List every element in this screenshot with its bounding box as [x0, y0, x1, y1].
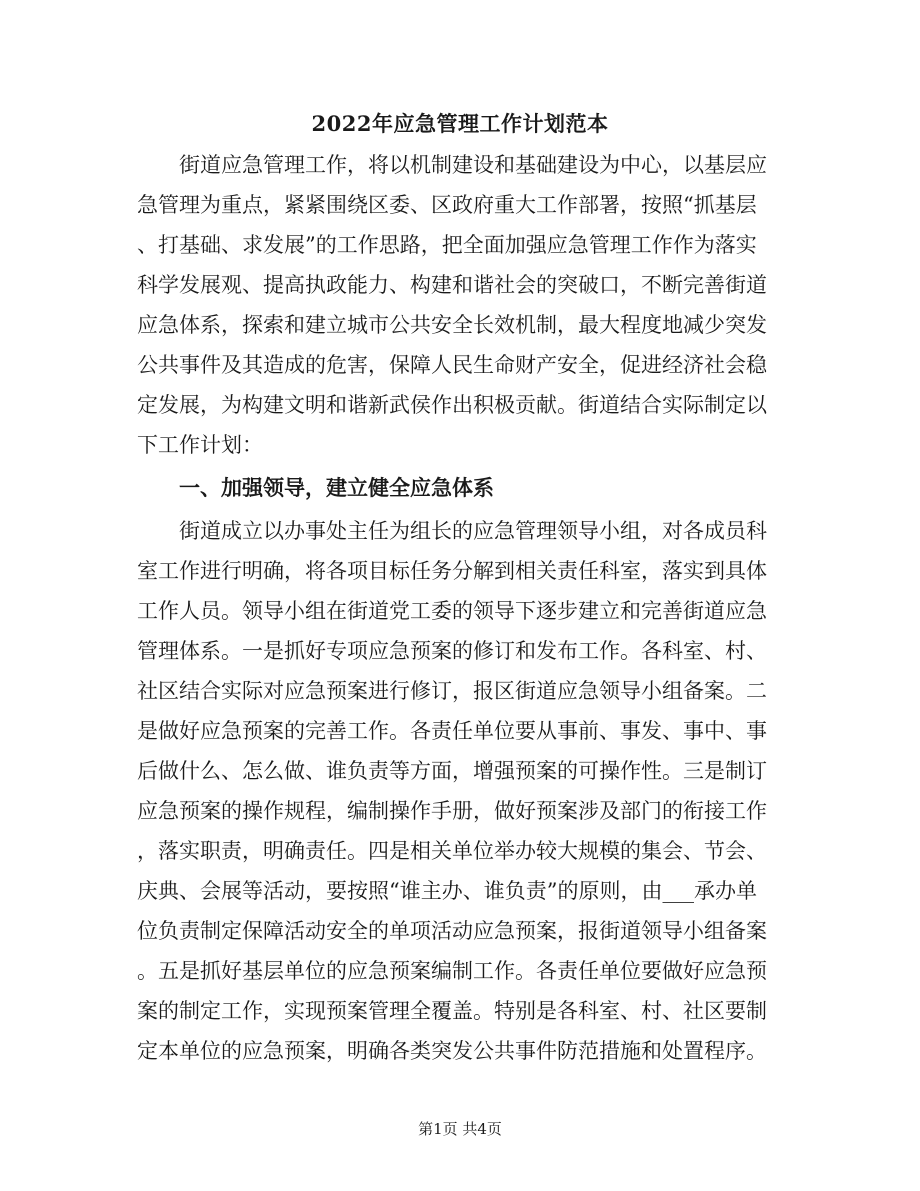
section-line: 社区结合实际对应急预案进行修订，报区街道应急领导小组备案。二: [137, 679, 767, 703]
page-number: 第1页 共4页: [418, 1120, 502, 1138]
section-line: 室工作进行明确，将各项目标任务分解到相关责任科室，落实到具体: [137, 559, 767, 583]
intro-line: 下工作计划：: [137, 433, 263, 457]
section-line: 街道成立以办事处主任为组长的应急管理领导小组，对各成员科: [137, 519, 767, 543]
section-line: ，落实职责，明确责任。四是相关单位举办较大规模的集会、节会、: [137, 839, 767, 863]
intro-line: 、打基础、求发展”的工作思路，把全面加强应急管理工作作为落实: [137, 233, 757, 257]
intro-line: 定发展，为构建文明和谐新武侯作出积极贡献。街道结合实际制定以: [137, 393, 767, 417]
section-line: 应急预案的操作规程，编制操作手册，做好预案涉及部门的衔接工作: [137, 799, 767, 823]
section-line: 后做什么、怎么做、谁负责等方面，增强预案的可操作性。三是制订: [137, 759, 767, 783]
section-line: 庆典、会展等活动，要按照“谁主办、谁负责”的原则，由___承办单: [137, 879, 757, 903]
section-line: 。五是抓好基层单位的应急预案编制工作。各责任单位要做好应急预: [137, 959, 767, 983]
intro-line: 街道应急管理工作，将以机制建设和基础建设为中心，以基层应: [137, 153, 767, 177]
section-line: 案的制定工作，实现预案管理全覆盖。特别是各科室、村、社区要制: [137, 999, 767, 1023]
document-title: 2022年应急管理工作计划范本: [311, 111, 609, 136]
section-line: 位负责制定保障活动安全的单项活动应急预案，报街道领导小组备案: [137, 919, 767, 943]
section-line: 是做好应急预案的完善工作。各责任单位要从事前、事发、事中、事: [137, 719, 767, 743]
intro-line: 公共事件及其造成的危害，保障人民生命财产安全，促进经济社会稳: [137, 353, 767, 377]
section-heading: 一、加强领导，建立健全应急体系: [137, 475, 494, 500]
document-body: [137, 145, 787, 1071]
section-line: 管理体系。一是抓好专项应急预案的修订和发布工作。各科室、村、: [137, 639, 767, 663]
intro-line: 应急体系，探索和建立城市公共安全长效机制，最大程度地减少突发: [137, 313, 767, 337]
section-line: 工作人员。领导小组在街道党工委的领导下逐步建立和完善街道应急: [137, 599, 767, 623]
intro-line: 科学发展观、提高执政能力、构建和谐社会的突破口，不断完善街道: [137, 273, 767, 297]
intro-line: 急管理为重点，紧紧围绕区委、区政府重大工作部署，按照“抓基层: [137, 193, 757, 217]
section-line: 定本单位的应急预案，明确各类突发公共事件防范措施和处置程序。: [137, 1039, 767, 1063]
